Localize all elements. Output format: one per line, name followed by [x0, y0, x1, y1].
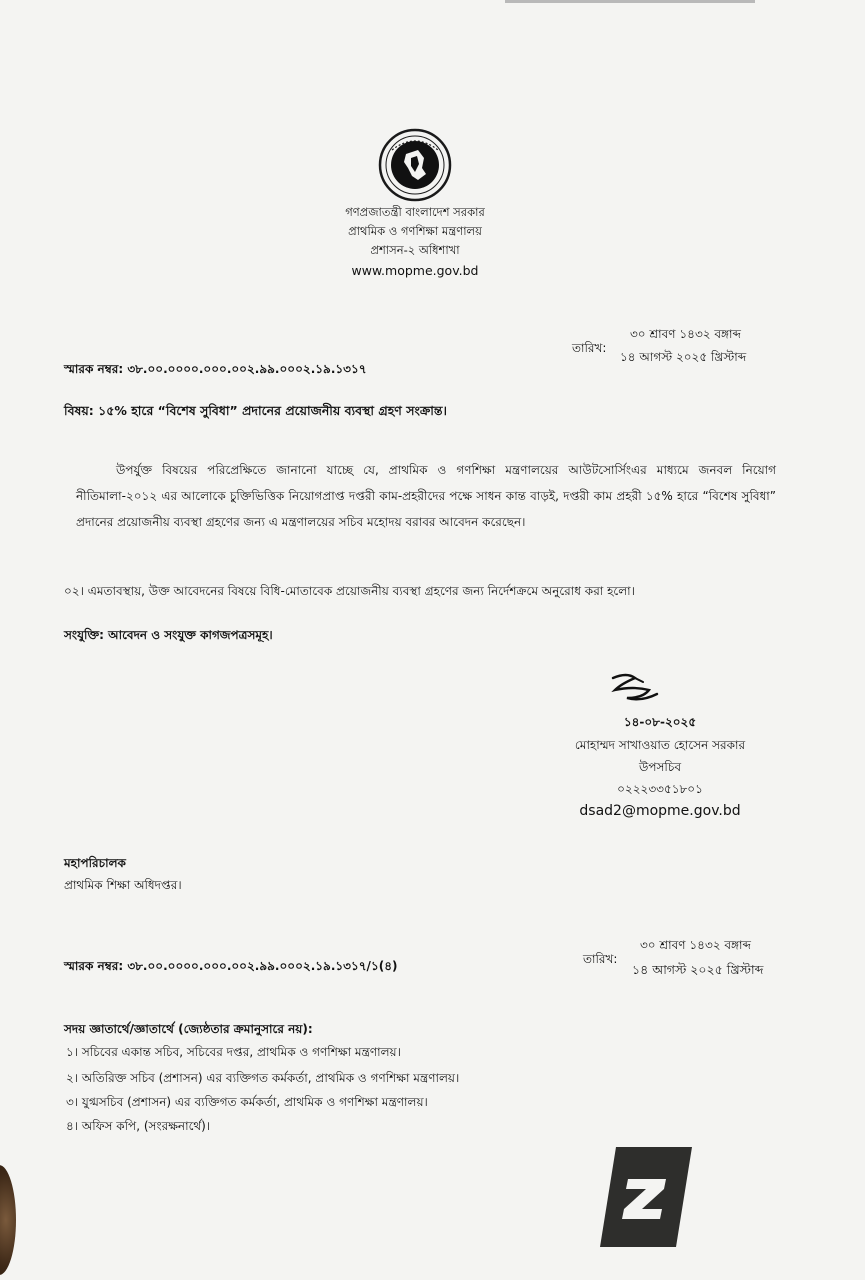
header-branch: প্রশাসন-২ অধিশাখা — [370, 243, 460, 257]
signatory-email[interactable]: dsad2@mopme.gov.bd — [579, 803, 741, 819]
copies-item: ৩। যুগ্মসচিব (প্রশাসন) এর ব্যক্তিগত কর্মকর্তা, প্রাথমিক ও গণশিক্ষা মন্ত্রণালয়। — [66, 1095, 428, 1109]
memo1-date-label: তারিখ: — [572, 341, 607, 355]
copies-item: ৪। অফিস কপি, (সংরক্ষনার্থে)। — [66, 1119, 211, 1133]
header-website[interactable]: www.mopme.gov.bd — [351, 263, 479, 278]
body-paragraph-2: ০২। এমতাবস্থায়, উক্ত আবেদনের বিষয়ে বিধি-মোতাবেক প্রয়োজনীয় ব্যবস্থা গ্রহণের জন্য নির্দেশক্রমে অনুরোধ করা হলো। — [64, 584, 635, 598]
memo2-number: স্মারক নম্বর: ৩৮.০০.০০০০.০০০.০০২.৯৯.০০০২.১৯.১৩১৭/১(৪) — [64, 959, 398, 973]
signatory-name: মোহাম্মদ সাখাওয়াত হোসেন সরকার — [574, 738, 746, 752]
memo2-date-gregorian: ১৪ আগস্ট ২০২৫ খ্রিস্টাব্দ — [632, 962, 764, 977]
signatory-date: ১৪-০৮-২০২৫ — [623, 715, 697, 729]
memo1-date-bangla: ৩০ শ্রাবণ ১৪৩২ বঙ্গাব্দ — [630, 327, 741, 341]
body-paragraph-1: উপর্যুক্ত বিষয়ের পরিপ্রেক্ষিতে জানানো যাচ্ছে যে, প্রাথমিক ও গণশিক্ষা মন্ত্রণালয়ের আউটসোর্সিংএর মাধ্যমে জনবল নিয়োগ নীতিমালা-২০১২ এর আলোকে চুক্তিভিত্তিক নিয়োগপ্রাপ্ত দপ্তরী কাম-প্রহরীদের পক্ষে সাধন কান্ত বাড়ই, দপ্তরী কাম প্রহরী ১৫% হারে “বিশেষ সুবিধা” প্রদানের প্রয়োজনীয় ব্যবস্থা গ্রহণের জন্য এ মন্ত্রণালয়ের সচিব মহোদয় বরাবর আবেদন করেছেন। — [76, 463, 776, 529]
signatory-designation: উপসচিব — [638, 760, 681, 774]
copies-heading: সদয় জ্ঞাতার্থে/জ্ঞাতার্থে (জ্যেষ্ঠতার ক্রমানুসারে নয়): — [64, 1022, 313, 1036]
memo1-number: স্মারক নম্বর: ৩৮.০০.০০০০.০০০.০০২.৯৯.০০০২.১৯.১৩১৭ — [64, 362, 367, 376]
copies-item: ১। সচিবের একান্ত সচিব, সচিবের দপ্তর, প্রাথমিক ও গণশিক্ষা মন্ত্রণালয়। — [66, 1045, 401, 1059]
recipient-title: মহাপরিচালক — [64, 856, 126, 870]
memo2-date-bangla: ৩০ শ্রাবণ ১৪৩২ বঙ্গাব্দ — [640, 938, 751, 952]
header-ministry: প্রাথমিক ও গণশিক্ষা মন্ত্রণালয় — [348, 224, 482, 238]
z-logo-icon — [600, 1147, 692, 1247]
copies-item: ২। অতিরিক্ত সচিব (প্রশাসন) এর ব্যক্তিগত কর্মকর্তা, প্রাথমিক ও গণশিক্ষা মন্ত্রণালয়। — [66, 1071, 460, 1085]
paper-edge-left — [0, 1165, 16, 1275]
signatory-phone: ০২২২৩৩৫১৮০১ — [617, 782, 703, 796]
signature-icon — [605, 668, 665, 706]
paper-edge-top — [505, 0, 755, 3]
memo2-date-label: তারিখ: — [583, 952, 618, 966]
memo1-date-gregorian: ১৪ আগস্ট ২০২৫ খ্রিস্টাব্দ — [620, 350, 747, 364]
recipient-office: প্রাথমিক শিক্ষা অধিদপ্তর। — [64, 878, 182, 892]
government-seal-icon — [378, 128, 452, 202]
header-government: গণপ্রজাতন্ত্রী বাংলাদেশ সরকার — [345, 205, 485, 219]
subject-line: বিষয়: ১৫% হারে “বিশেষ সুবিধা” প্রদানের প্রয়োজনীয় ব্যবস্থা গ্রহণ সংক্রান্ত। — [64, 403, 448, 418]
attachment-line: সংযুক্তি: আবেদন ও সংযুক্ত কাগজপত্রসমূহ। — [64, 628, 273, 642]
